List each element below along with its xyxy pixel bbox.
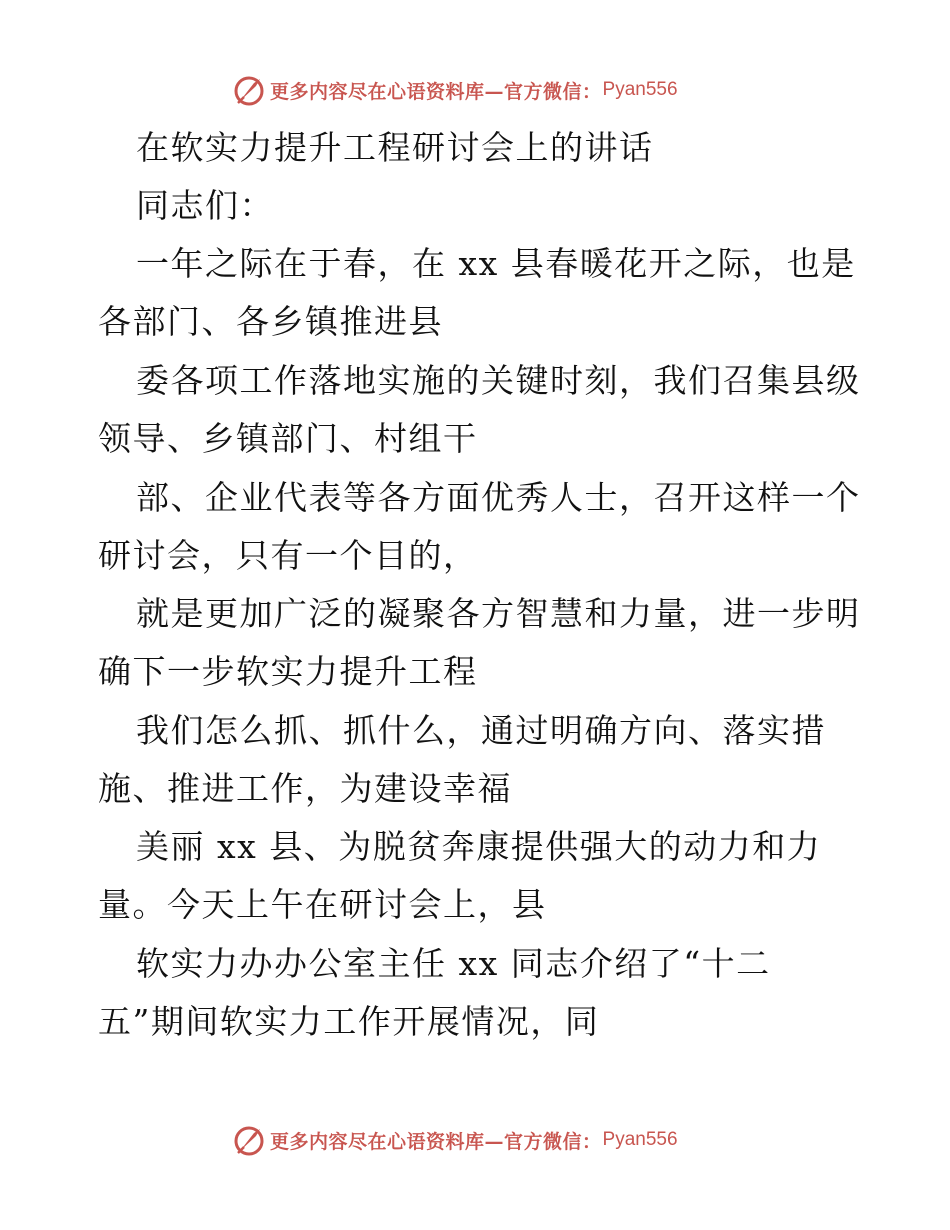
body-line: 五”期间软实力工作开展情况，同: [98, 1002, 600, 1041]
watermark-tagline: 更多内容尽在心语资料库—官方微信：: [270, 1130, 602, 1153]
body-line: 软实力办办公室主任 xx 同志介绍了“十二: [136, 944, 771, 983]
body-line: 部、企业代表等各方面优秀人士，召开这样一个: [136, 478, 861, 517]
body-line: 美丽 xx 县、为脱贫奔康提供强大的动力和力: [136, 827, 822, 866]
quill-pen-logo-icon: [232, 1123, 266, 1157]
body-line: 领导、乡镇部门、村组干: [98, 419, 478, 458]
body-line: 就是更加广泛的凝聚各方智慧和力量，进一步明: [136, 594, 861, 633]
watermark-handle: Pyan556: [602, 1129, 678, 1150]
quill-pen-logo-icon: [232, 73, 266, 107]
body-line: 委各项工作落地实施的关键时刻，我们召集县级: [136, 361, 861, 400]
body-line: 我们怎么抓、抓什么，通过明确方向、落实措: [136, 711, 826, 750]
body-line: 施、推进工作，为建设幸福: [98, 769, 512, 808]
salutation: 同志们：: [136, 186, 274, 225]
watermark-handle: Pyan556: [602, 79, 678, 100]
body-line: 各部门、各乡镇推进县: [98, 302, 443, 341]
watermark-banner-top: [232, 72, 678, 108]
body-line: 一年之际在于春，在 xx 县春暖花开之际，也是: [136, 244, 856, 283]
body-line: 确下一步软实力提升工程: [98, 652, 478, 691]
body-line: 量。今天上午在研讨会上，县: [98, 885, 547, 924]
watermark-tagline: 更多内容尽在心语资料库—官方微信：: [270, 80, 602, 103]
document-title: 在软实力提升工程研讨会上的讲话: [136, 128, 654, 167]
watermark-banner-bottom: [232, 1122, 678, 1158]
body-line: 研讨会，只有一个目的，: [98, 536, 478, 575]
